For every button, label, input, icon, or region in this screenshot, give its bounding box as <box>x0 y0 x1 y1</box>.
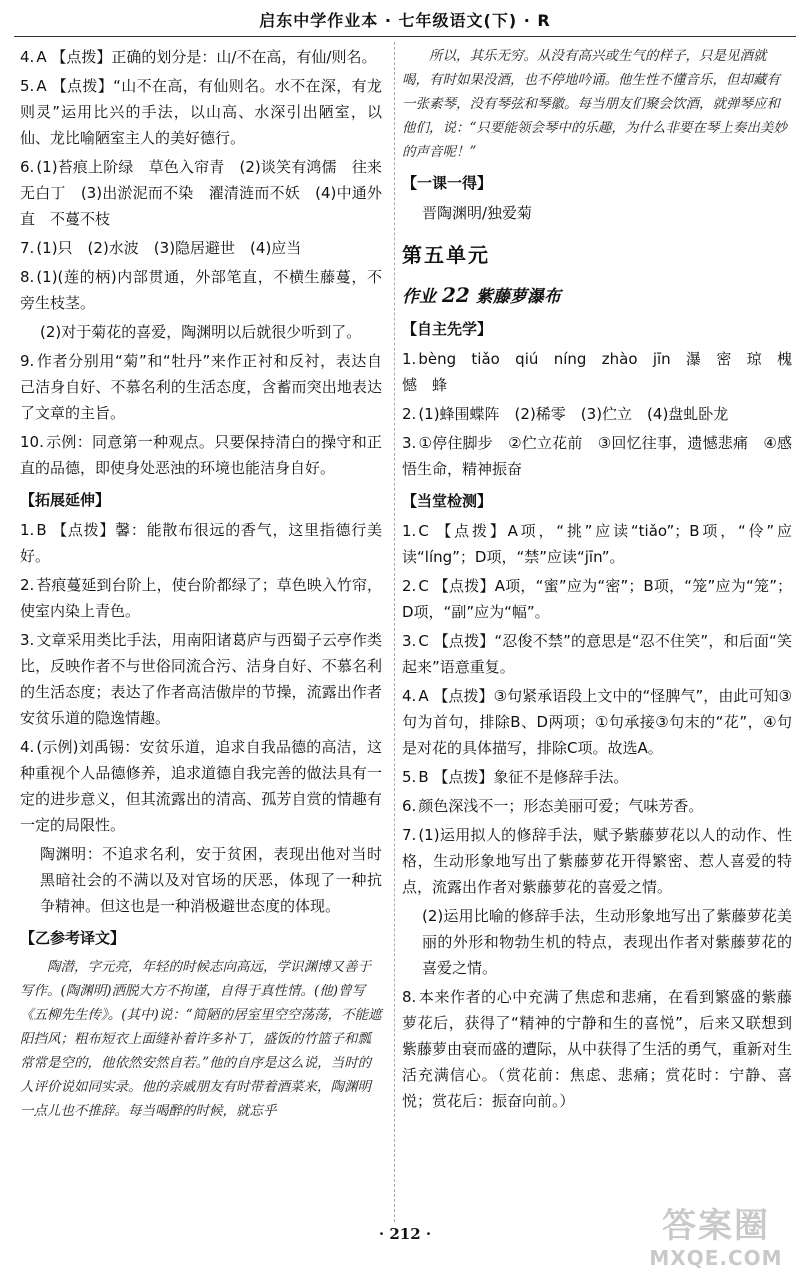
answer-item <box>20 264 382 316</box>
answer-text: C 【点拨】“忍俊不禁”的意思是“忍不住笑”，和后面“笑起来”语意重复。 <box>402 632 792 676</box>
answer-item <box>402 793 792 819</box>
section-heading-extension: 【拓展延伸】 <box>20 491 111 509</box>
answer-number: 2. <box>20 576 35 594</box>
answer-text: 文章采用类比手法，用南阳诸葛庐与西蜀子云亭作类比，反映作者不与世俗同流合污、洁身自好、不慕名利的生活态度；表达了作者高洁傲岸的节操，流露出作者安贫乐道的隐逸情趣。 <box>20 631 382 727</box>
answer-item <box>20 841 382 919</box>
answer-number: 3. <box>20 631 35 649</box>
homework-number: 22 <box>442 283 470 307</box>
answer-number: 3. <box>402 632 417 650</box>
answer-number: 5. <box>20 77 35 95</box>
answer-item <box>20 348 382 426</box>
homework-name: 紫藤萝瀑布 <box>475 287 561 307</box>
answer-item <box>402 764 792 790</box>
answer-text: A 【点拨】③句紧承语段上文中的“怪脾气”，由此可知③句为首句，排除B、D两项；①句承接③句末的“花”，④句是对花的具体描写，排除C项。故选A。 <box>402 687 792 757</box>
answer-item <box>20 429 382 481</box>
answer-text: 作者分别用“菊”和“牡丹”来作正衬和反衬，表达自己洁身自好、不慕名利的生活态度，含蓄而突出地表达了文章的主旨。 <box>20 352 382 422</box>
answer-item <box>402 518 792 570</box>
unit-title: 第五单元 <box>402 243 490 267</box>
answer-number: 10. <box>20 433 44 451</box>
answer-number: 2. <box>402 405 417 423</box>
answer-item <box>20 734 382 838</box>
answer-text: 苔痕蔓延到台阶上，使台阶都绿了；草色映入竹帘，使室内染上青色。 <box>20 576 382 620</box>
answer-item <box>20 517 382 569</box>
section-heading-gain: 【一课一得】 <box>402 174 493 192</box>
answer-number: 4. <box>20 738 35 756</box>
column-divider <box>394 42 395 1222</box>
answer-text: (1)蜂围蝶阵 (2)稀零 (3)伫立 (4)盘虬卧龙 <box>418 405 729 423</box>
answer-item <box>402 683 792 761</box>
answer-item <box>402 984 792 1114</box>
answer-text: B 【点拨】象征不是修辞手法。 <box>418 768 629 786</box>
answer-item <box>20 154 382 232</box>
gain-text: 晋陶渊明/独爱菊 <box>422 204 533 222</box>
answer-item <box>20 44 382 70</box>
answer-text: C 【点拨】A项，“蜜”应为“密”；B项，“笼”应为“笼”；D项，“副”应为“幅”。 <box>402 577 792 621</box>
section-heading-translation: 【乙参考译文】 <box>20 929 126 947</box>
watermark-line1: 答案圈 <box>662 1206 770 1246</box>
page-number: · 212 · <box>378 1225 432 1243</box>
answer-number: 6. <box>20 158 35 176</box>
answer-text: 陶渊明：不追求名利，安于贫困，表现出他对当时黑暗社会的不满以及对官场的厌恶，体现了一种抗争精神。但这也是一种消极避世态度的体现。 <box>40 845 382 915</box>
answer-number: 1. <box>402 522 417 540</box>
answer-text: (1)苔痕上阶绿 草色入帘青 (2)谈笑有鸿儒 往来无白丁 (3)出淤泥而不染 濯清涟而不妖 (4)中通外直 不蔓不枝 <box>20 158 382 228</box>
answer-number: 2. <box>402 577 417 595</box>
answer-text: 颜色深浅不一；形态美丽可爱；气味芳香。 <box>418 797 704 815</box>
answer-number: 1. <box>402 350 417 368</box>
homework-label: 作业 <box>402 287 436 307</box>
answer-number: 1. <box>20 521 35 539</box>
answer-number: 8. <box>20 268 35 286</box>
header-title: 启东中学作业本 · 七年级语文(下) · R <box>259 11 551 30</box>
translation-continued: 所以，其乐无穷。从没有高兴或生气的样子，只是见酒就喝，有时如果没酒，也不停地吟诵。他生性不懂音乐，但却藏有一张素琴，没有琴弦和琴徽。每当朋友们聚会饮酒，就弹琴应和他们，说：“只要能领会琴中的乐趣，为什么非要在琴上奏出美妙的声音呢！” <box>402 48 787 160</box>
answer-number: 4. <box>402 687 417 705</box>
answer-item <box>402 822 792 900</box>
answer-number: 7. <box>20 239 35 257</box>
answer-text: A 【点拨】“山不在高，有仙则名。水不在深，有龙则灵”运用比兴的手法，以山高、水深引出陋室，以仙、龙比喻陋室主人的美好德行。 <box>20 77 382 147</box>
answer-item <box>402 903 792 981</box>
answer-number: 6. <box>402 797 417 815</box>
answer-item <box>402 430 792 482</box>
answer-item <box>20 572 382 624</box>
answers-group-a <box>20 44 382 481</box>
answer-text: (2)运用比喻的修辞手法，生动形象地写出了紫藤萝花美丽的外形和物勃生机的特点，表现出作者对紫藤萝花的喜爱之情。 <box>422 907 792 977</box>
homework-title <box>402 282 792 310</box>
answers-group-d <box>402 518 792 1114</box>
answer-item <box>402 573 792 625</box>
answer-item <box>20 235 382 261</box>
page-header <box>0 0 810 38</box>
section-heading-check: 【当堂检测】 <box>402 492 493 510</box>
answer-item <box>402 401 792 427</box>
answer-item <box>20 73 382 151</box>
answer-item <box>402 346 808 398</box>
answer-text: C 【点拨】A项，“挑”应读“tiǎo”；B项，“伶”应读“líng”；D项，“禁”应读“jīn”。 <box>402 522 792 566</box>
translation-text: 陶潜，字元亮，年轻的时候志向高远，学识渊博又善于写作。(陶渊明)洒脱大方不拘谨，自得于真性情。(他)曾写《五柳先生传》。(其中)说：“简陋的居室里空空荡荡，不能遮阳挡风；粗布短衣上面缝补着许多补丁，盛饭的竹篮子和瓢常常是空的，他依然安然自若。”他的自序是这么说，当时的人评价说如同实录。他的亲戚朋友有时带着酒菜来，陶渊明一点儿也不推辞。每当喝醉的时候，就忘乎 <box>20 959 382 1119</box>
answer-text: bèng tiǎo qiú níng zhào jīn 瀑 密 琼 槐 憾 蜂 <box>402 350 808 394</box>
answer-text: ①停住脚步 ②伫立花前 ③回忆往事，遗憾悲痛 ④感悟生命，精神振奋 <box>402 434 792 478</box>
answer-text: 本来作者的心中充满了焦虑和悲痛，在看到繁盛的紫藤萝花后，获得了“精神的宁静和生的喜悦”，后来又联想到紫藤萝由衰而盛的遭际，从中获得了生活的勇气，重新对生活充满信心。（赏花前：焦虑、悲痛；赏花时：宁静、喜悦；赏花后：振奋向前。） <box>402 988 793 1110</box>
answers-group-c <box>402 346 808 482</box>
header-rule <box>14 36 796 37</box>
answer-text: B 【点拨】馨：能散布很远的香气，这里指德行美好。 <box>20 521 382 565</box>
answer-text: 示例：同意第一种观点。只要保持清白的操守和正直的品德，即使身处恶浊的环境也能洁身自好。 <box>20 433 382 477</box>
answers-group-b <box>20 517 382 919</box>
answer-text: (2)对于菊花的喜爱，陶渊明以后就很少听到了。 <box>40 323 362 341</box>
left-column <box>20 44 382 1127</box>
section-heading-self-study: 【自主先学】 <box>402 320 493 338</box>
answer-number: 4. <box>20 48 35 66</box>
answer-number: 3. <box>402 434 417 452</box>
answer-item <box>20 319 382 345</box>
watermark-logo <box>636 1206 796 1272</box>
answer-text: (1)只 (2)水波 (3)隐居避世 (4)应当 <box>36 239 302 257</box>
answer-text: (1)(莲的柄)内部贯通，外部笔直，不横生藤蔓，不旁生枝茎。 <box>20 268 382 312</box>
answer-text: (示例)刘禹锡：安贫乐道，追求自我品德的高洁，这种重视个人品德修养，追求道德自我完善的做法具有一定的进步意义，但其流露出的清高、孤芳自赏的情趣有一定的局限性。 <box>20 738 382 834</box>
answer-number: 7. <box>402 826 417 844</box>
answer-number: 9. <box>20 352 35 370</box>
watermark-line2: MXQE.COM <box>649 1246 783 1270</box>
answer-text: A 【点拨】正确的划分是：山/不在高，有仙/则名。 <box>36 48 377 66</box>
answer-number: 5. <box>402 768 417 786</box>
answer-item <box>402 628 792 680</box>
answer-number: 8. <box>402 988 417 1006</box>
answer-item <box>20 627 382 731</box>
answer-text: (1)运用拟人的修辞手法，赋予紫藤萝花以人的动作、性格，生动形象地写出了紫藤萝花开得繁密、惹人喜爱的特点，流露出作者对紫藤萝花的喜爱之情。 <box>402 826 792 896</box>
right-column <box>402 44 808 1117</box>
